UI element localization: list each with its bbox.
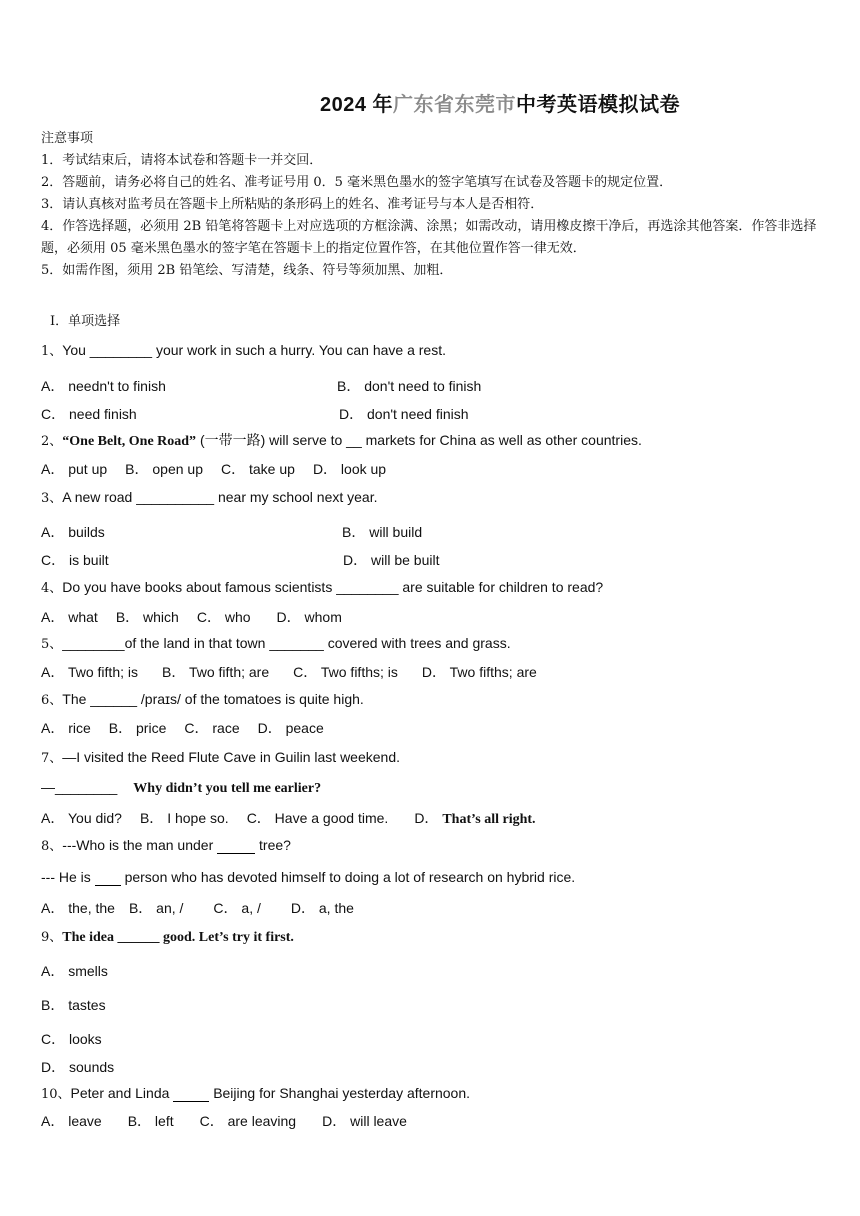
question-6: [41, 689, 364, 708]
q6-option-c[interactable]: C． race: [184, 720, 240, 736]
question-text-end: Beijing for Shanghai yesterday afternoon.: [213, 1085, 471, 1101]
q9-option-d[interactable]: D． sounds: [41, 1059, 115, 1075]
q5-option-d[interactable]: D． Two fifths; are: [421, 664, 537, 680]
question-text-end: tree?: [259, 837, 291, 853]
q1-option-d[interactable]: D． don't need finish: [339, 406, 469, 422]
title-region: 广东省东莞市: [393, 94, 517, 116]
q5-option-a[interactable]: A． Two fifth; is: [41, 664, 138, 680]
q10-option-d[interactable]: D． will leave: [322, 1113, 407, 1129]
question-10: [41, 1083, 470, 1102]
question-number: 7、: [41, 751, 63, 766]
q8-option-d[interactable]: D． a, the: [290, 900, 354, 916]
question-number: 10、: [41, 1087, 71, 1102]
q1-option-b[interactable]: B． don't need to finish: [337, 378, 482, 394]
q5-option-b[interactable]: B． Two fifth; are: [162, 664, 270, 680]
q7-option-c[interactable]: C． Have a good time.: [246, 810, 389, 826]
q4-option-a[interactable]: A． what: [41, 609, 98, 625]
notice-item-4: 4．作答选择题，必须用 2B 铅笔将答题卡上对应选项的方框涂满、涂黑；如需改动，请用橡皮擦干净后，再选涂其他答案．作答非选择题，必须用 05 毫米黑色墨水的签字笔在答题卡上的指定位置作答，在其他位置作答一律无效．: [41, 219, 817, 256]
question-text: Do you have books about famous scientists ________ are suitable for children to read?: [62, 579, 604, 595]
question-bold-text: “One Belt, One Road”: [62, 434, 197, 449]
question-text: A new road __________ near my school next year.: [62, 489, 378, 505]
q1-option-a[interactable]: A． needn't to finish: [41, 378, 166, 394]
q2-option-b[interactable]: B． open up: [125, 461, 203, 477]
question-8: [41, 835, 291, 854]
q7-options: [41, 808, 554, 828]
question-number: 5、: [41, 637, 63, 652]
q7-option-a[interactable]: A． You did?: [41, 810, 122, 826]
q9-option-a[interactable]: A． smells: [41, 963, 108, 979]
q2-option-a[interactable]: A． put up: [41, 461, 108, 477]
q4-options: [41, 607, 360, 627]
exam-title: [0, 88, 860, 117]
q4-option-b[interactable]: B． which: [115, 609, 179, 625]
q4-option-c[interactable]: C． who: [196, 609, 251, 625]
q4-option-d[interactable]: D． whom: [276, 609, 342, 625]
q3-option-b[interactable]: B． will build: [342, 524, 423, 540]
answer-blank: [217, 837, 255, 854]
notice-heading: 注意事项: [41, 131, 94, 146]
q7-reply-blank: —________: [41, 779, 118, 795]
notice-item-2: 2．答题前，请务必将自己的姓名、准考证号用 0．5 毫米黑色墨水的签字笔填写在试卷及答题卡的规定位置．: [41, 175, 673, 190]
q9-option-b[interactable]: B． tastes: [41, 997, 106, 1013]
question-7: [41, 747, 400, 766]
q2-option-c[interactable]: C． take up: [221, 461, 295, 477]
question-4: [41, 577, 603, 596]
q6-option-d[interactable]: D． peace: [257, 720, 324, 736]
q7-dialogue-line: [41, 779, 321, 797]
option-text: That’s all right.: [442, 812, 536, 827]
title-subject: 中考英语模拟试卷: [516, 94, 681, 116]
question-text: —I visited the Reed Flute Cave in Guilin last weekend.: [62, 749, 401, 765]
question-number: 2、: [41, 434, 63, 449]
q10-option-b[interactable]: B． left: [127, 1113, 174, 1129]
q10-option-c[interactable]: C． are leaving: [199, 1113, 297, 1129]
q8-options: [41, 898, 372, 918]
notice-block: [41, 128, 821, 282]
q3-option-a[interactable]: A． builds: [41, 524, 105, 540]
question-number: 4、: [41, 581, 63, 596]
question-number: 8、: [41, 839, 63, 854]
q5-option-c[interactable]: C． Two fifths; is: [293, 664, 398, 680]
question-number: 9、: [41, 930, 63, 945]
question-number: 3、: [41, 491, 63, 506]
q5-options: [41, 662, 555, 682]
question-text: The idea ______ good. Let’s try it first.: [62, 930, 294, 945]
question-2: [41, 430, 642, 450]
question-3: [41, 487, 378, 506]
q7-reply-text: Why didn’t you tell me earlier?: [133, 781, 322, 796]
section-title: Ⅰ．单项选择: [50, 314, 121, 329]
notice-item-5: 5．如需作图，须用 2B 铅笔绘、写清楚，线条、符号等须加黑、加粗．: [41, 263, 453, 278]
q8-option-b[interactable]: B． an, /: [128, 900, 184, 916]
q10-options: [41, 1111, 425, 1131]
q8-line2-start: --- He is: [41, 869, 91, 885]
q3-option-c[interactable]: C． is built: [41, 552, 109, 568]
notice-item-1: 1．考试结束后，请将本试卷和答题卡一并交回．: [41, 153, 323, 168]
answer-blank: [173, 1085, 209, 1102]
q1-option-c[interactable]: C． need finish: [41, 406, 137, 422]
question-number: 1、: [41, 344, 63, 359]
question-text: The ______ /praɪs/ of the tomatoes is quite high.: [62, 691, 364, 707]
q6-option-b[interactable]: B． price: [108, 720, 167, 736]
question-text: (一带一路) will serve to __ markets for China as well as other countries.: [196, 432, 642, 448]
notice-item-3: 3．请认真核对监考员在答题卡上所粘贴的条形码上的姓名、准考证号与本人是否相符．: [41, 197, 544, 212]
question-5: [41, 633, 511, 652]
question-text: ---Who is the man under: [62, 837, 214, 853]
q8-option-c[interactable]: C． a, /: [213, 900, 261, 916]
answer-blank: [95, 869, 121, 886]
q10-option-a[interactable]: A． leave: [41, 1113, 102, 1129]
q6-option-a[interactable]: A． rice: [41, 720, 91, 736]
option-label: D．: [414, 810, 439, 826]
q7-option-d[interactable]: [414, 808, 535, 828]
question-text: ________of the land in that town _______ covered with trees and grass.: [62, 635, 511, 651]
q6-options: [41, 718, 342, 738]
q8-dialogue-line: [41, 869, 575, 886]
q2-option-d[interactable]: D． look up: [312, 461, 387, 477]
q7-option-b[interactable]: B． I hope so.: [139, 810, 229, 826]
q9-option-c[interactable]: C． looks: [41, 1031, 102, 1047]
question-1: [41, 340, 446, 359]
q8-line2-end: person who has devoted himself to doing a lot of research on hybrid rice.: [124, 869, 576, 885]
question-text: Peter and Linda: [70, 1085, 170, 1101]
question-9: [41, 926, 294, 946]
q3-option-d[interactable]: D． will be built: [343, 552, 440, 568]
question-text: You ________ your work in such a hurry. You can have a rest.: [62, 342, 446, 358]
q8-option-a[interactable]: A． the, the: [41, 900, 115, 916]
title-year: 2024 年: [319, 94, 394, 116]
q2-options: [41, 459, 404, 479]
question-number: 6、: [41, 693, 63, 708]
